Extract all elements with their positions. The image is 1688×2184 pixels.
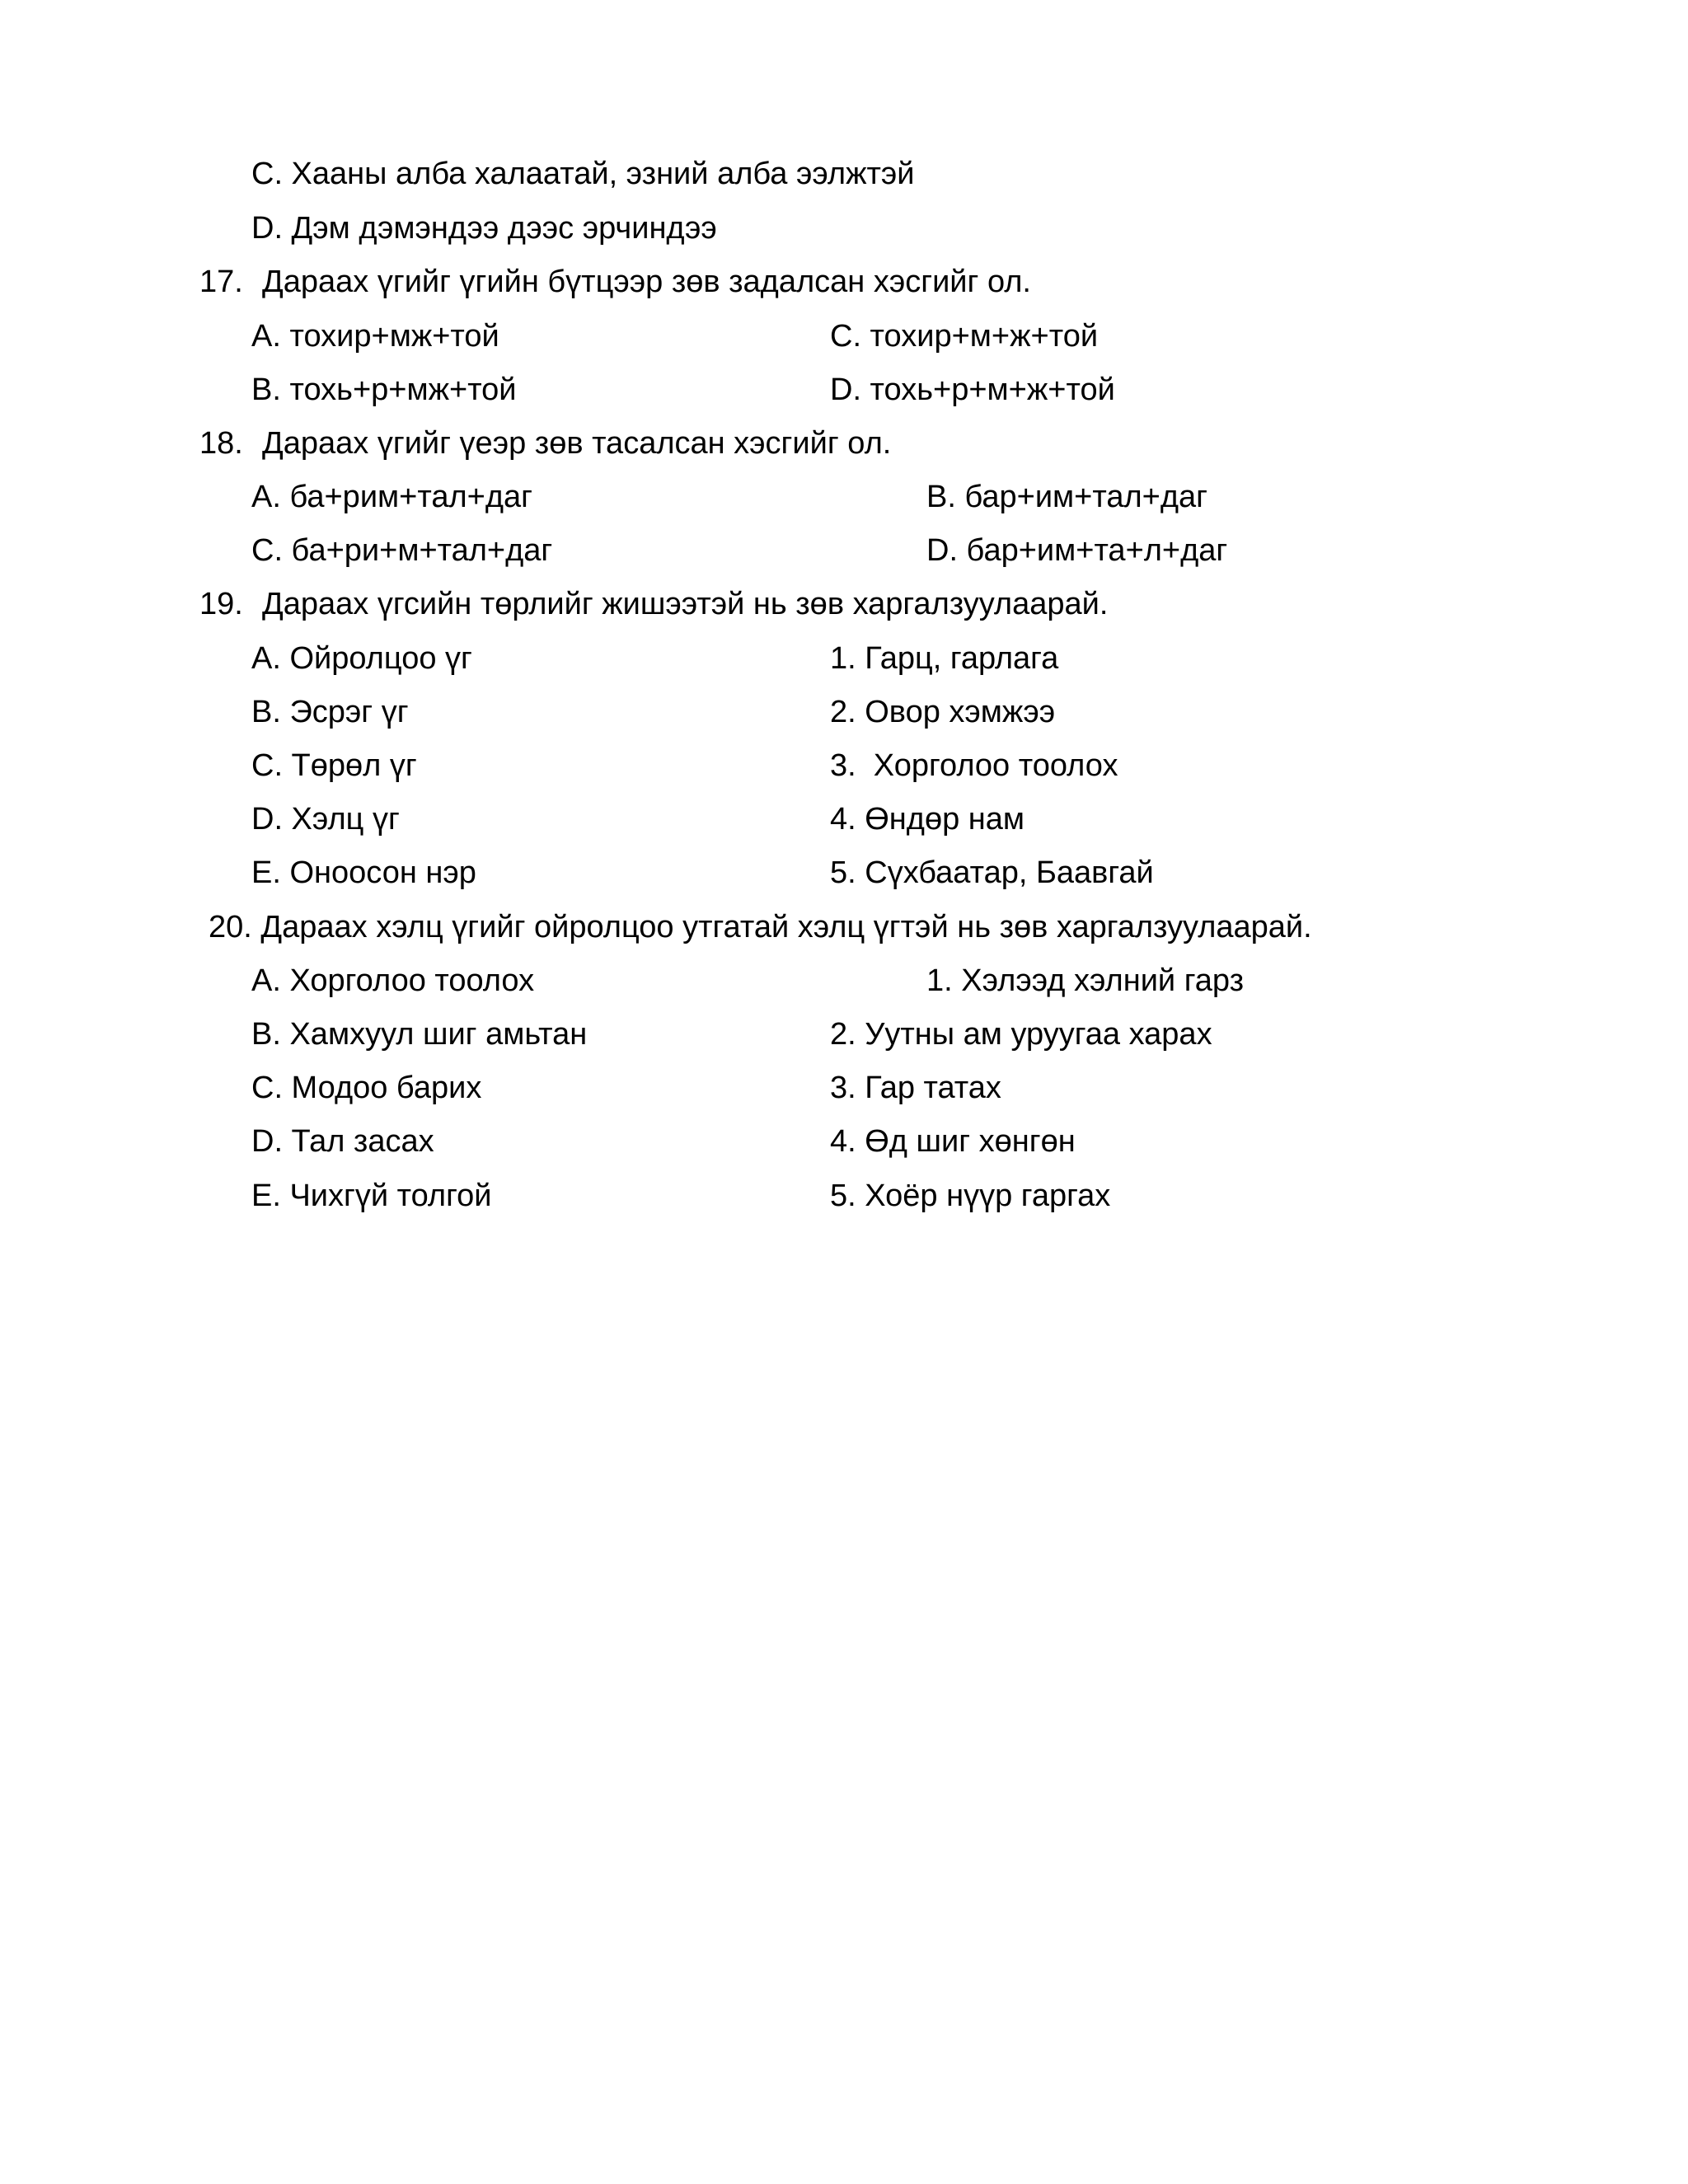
q20-right-item: 2. Уутны ам уруугаа харах: [830, 1017, 1212, 1052]
q20-left-item: B. Хамхуул шиг амьтан: [251, 1017, 588, 1052]
q19-right-item: 2. Овор хэмжээ: [830, 695, 1056, 729]
q17-number: 17.: [199, 265, 243, 299]
q20-question: 20. Дараах хэлц үгийг ойролцоо утгатай хэлц үгтэй нь зөв харгалзуулаарай.: [209, 910, 1312, 944]
q19-right-item: 5. Сүхбаатар, Баавгай: [830, 855, 1154, 890]
q17-option-d: D. тохь+р+м+ж+той: [830, 373, 1115, 407]
q20-left-item: D. Тал засах: [251, 1124, 434, 1159]
q19-left-item: B. Эсрэг үг: [251, 695, 409, 729]
q17-question: Дараах үгийг үгийн бүтцээр зөв задалсан хэсгийг ол.: [262, 265, 1031, 299]
q20-left-item: E. Чихгүй толгой: [251, 1179, 492, 1213]
q19-question: Дараах үгсийн төрлийг жишээтэй нь зөв харгалзуулаарай.: [262, 587, 1109, 621]
q19-right-item: 4. Өндөр нам: [830, 802, 1025, 837]
q20-left-item: A. Хорголоо тоолох: [251, 963, 535, 998]
q18-option-c: C. ба+ри+м+тал+даг: [251, 533, 553, 568]
q18-option-a: A. ба+рим+тал+даг: [251, 480, 532, 514]
q18-question: Дараах үгийг үеэр зөв тасалсан хэсгийг ол.: [262, 426, 892, 461]
q19-right-item: 3. Хорголоо тоолох: [830, 748, 1118, 783]
q19-right-item: 1. Гарц, гарлага: [830, 641, 1059, 676]
q19-number: 19.: [199, 587, 243, 621]
q17-option-b: B. тохь+р+мж+той: [251, 373, 517, 407]
q18-option-d: D. бар+им+та+л+даг: [926, 533, 1228, 568]
q18-option-b: B. бар+им+тал+даг: [926, 480, 1207, 514]
q17-option-c: C. тохир+м+ж+той: [830, 319, 1099, 354]
q16-option-d: D. Дэм дэмэндээ дээс эрчиндээ: [251, 211, 717, 246]
q19-left-item: D. Хэлц үг: [251, 802, 400, 837]
q17-option-a: A. тохир+мж+той: [251, 319, 499, 354]
q20-right-item: 5. Хоёр нүүр гаргах: [830, 1179, 1111, 1213]
q16-option-c: C. Хааны алба халаатай, эзний алба ээлжтэй: [251, 157, 915, 191]
q19-left-item: A. Ойролцоо үг: [251, 641, 472, 676]
q20-right-item: 3. Гар татах: [830, 1071, 1001, 1105]
q20-right-item: 1. Хэлээд хэлний гарз: [926, 963, 1245, 998]
q19-left-item: C. Төрөл үг: [251, 748, 417, 783]
q19-left-item: E. Оноосон нэр: [251, 855, 476, 890]
q20-right-item: 4. Өд шиг хөнгөн: [830, 1124, 1076, 1159]
q20-left-item: C. Модоо барих: [251, 1071, 482, 1105]
q18-number: 18.: [199, 426, 243, 461]
